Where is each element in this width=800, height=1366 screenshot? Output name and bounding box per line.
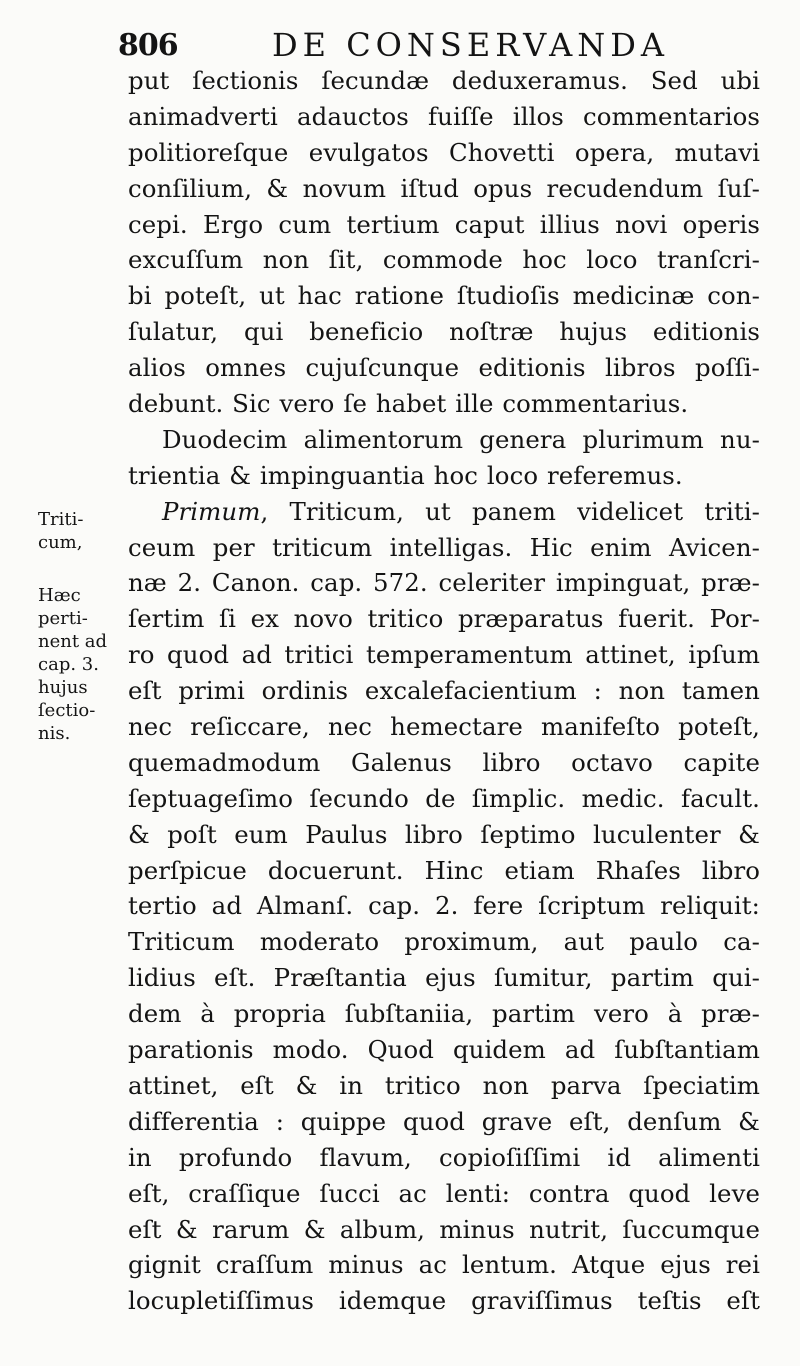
text-line: [128, 494, 760, 530]
margin-note-line: Hæc: [38, 585, 81, 606]
text-line: differentia : quippe quod grave eſt, denſum &: [128, 1106, 760, 1136]
text-line: ro quod ad tritici temperamentum attinet, ipſum: [128, 640, 760, 670]
text-line: eſt, craſſique ſucci ac lenti: contra quod leve: [128, 1178, 760, 1208]
text-line: animadverti adauctos fuiſſe illos commentarios: [128, 101, 760, 131]
text-line: attinet, eſt & in tritico non parva ſpeciatim: [128, 1070, 760, 1100]
margin-note-line: cap. 3.: [38, 654, 99, 675]
margin-note-line: cum,: [38, 532, 83, 553]
text-line: locupletiſſimus idemque graviſſimus teſtis eſt: [128, 1286, 760, 1316]
text-line: nec reſiccare, nec hemectare manifeſto poteſt,: [128, 712, 760, 742]
text-line: dem à propria ſubſtaniia, partim vero à præ-: [128, 999, 760, 1029]
text-line: ſulatur, qui beneficio noſtræ hujus editionis: [128, 317, 760, 347]
text-line: in profundo flavum, copioſiſſimi id alimenti: [128, 1142, 760, 1172]
text-line: bi poteſt, ut hac ratione ſtudioſis medicinæ con-: [128, 281, 760, 311]
text-line: trientia & impinguantia hoc loco referemus.: [128, 460, 683, 490]
margin-note-line: nent ad: [38, 631, 108, 652]
text-line: ſeptuageſimo ſecundo de ſimplic. medic. facult.: [128, 783, 760, 813]
text-line: Triticum moderato proximum, aut paulo ca-: [128, 927, 760, 957]
text-line: parationis modo. Quod quidem ad ſubſtantiam: [128, 1035, 760, 1065]
item-label-primum: Primum: [162, 496, 261, 526]
text-line: quemadmodum Galenus libro octavo capite: [128, 747, 760, 777]
text-line: næ 2. Canon. cap. 572. celeriter impinguat, præ-: [128, 568, 760, 598]
body-text: [128, 63, 760, 1319]
text-line: put ſectionis ſecundæ deduxeramus. Sed ubi: [128, 66, 760, 95]
text-line: ſertim ſi ex novo tritico præparatus fuerit. Por-: [128, 604, 760, 634]
text-line: & poſt eum Paulus libro ſeptimo luculenter &: [128, 819, 760, 849]
text-line: cepi. Ergo cum tertium caput illius novi operis: [128, 209, 760, 239]
margin-note-line: Triti-: [38, 509, 84, 530]
margin-notes: [38, 508, 124, 745]
margin-note-line: perti-: [38, 608, 88, 629]
text-line: politioreſque evulgatos Chovetti opera, mutavi: [128, 137, 760, 167]
margin-note-line: hujus: [38, 677, 88, 698]
page-header: [118, 22, 669, 68]
text-line: gignit craſſum minus ac lentum. Atque ejus rei: [128, 1250, 760, 1280]
margin-note-line: nis.: [38, 723, 71, 744]
text-line: conſilium, & novum iſtud opus recudendum ſuſ-: [128, 173, 760, 203]
running-title: DE CONSERVANDA: [272, 26, 669, 64]
text-line: eſt & rarum & album, minus nutrit, ſuccumque: [128, 1214, 760, 1244]
text-line-rest: , Triticum, ut panem videlicet triti-: [260, 496, 760, 526]
page-number: 806: [118, 28, 178, 63]
text-line: perſpicue docuerunt. Hinc etiam Rhaſes libro: [128, 855, 760, 885]
text-line: Duodecim alimentorum genera plurimum nu-: [162, 424, 760, 454]
text-line: ceum per triticum intelligas. Hic enim Avicen-: [128, 532, 760, 562]
margin-note-triticum: [38, 508, 124, 554]
text-line: alios omnes cujuſcunque editionis libros poſſi-: [128, 353, 760, 383]
text-line: lidius eſt. Præſtantia ejus ſumitur, partim qui-: [128, 963, 760, 993]
text-line: tertio ad Almanſ. cap. 2. fere ſcriptum reliquit:: [128, 891, 760, 921]
margin-note-line: ſectio-: [38, 700, 96, 721]
text-line: eſt primi ordinis excalefacientium : non tamen: [128, 676, 760, 706]
text-line: debunt. Sic vero ſe habet ille commentarius.: [128, 389, 689, 419]
text-line: excuſſum non ſit, commode hoc loco tranſcri-: [128, 245, 760, 275]
margin-note-cross-reference: [38, 584, 124, 745]
